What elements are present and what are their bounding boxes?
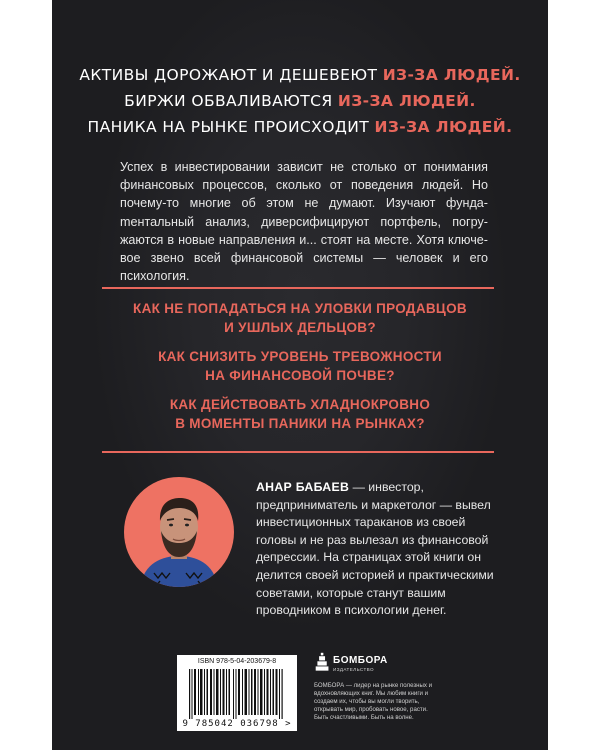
- author-bio: [256, 479, 506, 620]
- barcode-digits: 9 785042 036798 >: [182, 719, 292, 729]
- headline-accent: ИЗ-ЗА ЛЮДЕЙ.: [382, 66, 521, 84]
- headline-line: БИРЖИ ОБВАЛИВАЮТСЯ ИЗ-ЗА ЛЮДЕЙ.: [124, 92, 476, 110]
- barcode: [177, 655, 297, 731]
- headline-line: ПАНИКА НА РЫНКЕ ПРОИСХОДИТ ИЗ-ЗА ЛЮДЕЙ.: [87, 118, 513, 136]
- top-divider: [102, 287, 494, 289]
- publisher-blurb: БОМБОРА — лидер на рынке полезных и вдохновляющих книг. Мы любим книги и создаем их, чтобы вы могли творить, открывать мир, пробовать новое, расти. Быть счастливыми. Быть на волне.: [314, 682, 433, 721]
- book-back-cover: [52, 0, 548, 750]
- author-description: — инвестор, предприниматель и маркетолог — вывел инвестиционных тараканов из своей головы и не раз вылезал из финансовой депрессии. На страницах этой книги он делится своей историей и практическими советами, которые станут вашим проводником в психологии денег.: [256, 480, 494, 618]
- bottom-divider: [102, 451, 494, 453]
- bombora-logo-icon: [314, 652, 331, 674]
- author-name: АНАР БАБАЕВ: [256, 480, 350, 494]
- author-portrait-icon: [124, 477, 234, 587]
- author-photo: [124, 477, 234, 587]
- barcode-icon: [187, 669, 287, 719]
- isbn-label: ISBN 978-5-04-203679-8: [197, 658, 277, 665]
- publisher-name: БОМБОРА: [333, 655, 388, 666]
- headline: [52, 62, 548, 140]
- headline-accent: ИЗ-ЗА ЛЮДЕЙ.: [337, 92, 476, 110]
- headline-accent: ИЗ-ЗА ЛЮДЕЙ.: [374, 118, 513, 136]
- headline-line: АКТИВЫ ДОРОЖАЮТ И ДЕШЕВЕЮТ ИЗ-ЗА ЛЮДЕЙ.: [79, 66, 521, 84]
- question-2: КАК СНИЗИТЬ УРОВЕНЬ ТРЕВОЖНОСТИ НА ФИНАНСОВОЙ ПОЧВЕ?: [158, 349, 442, 383]
- publisher-subtitle: ИЗДАТЕЛЬСТВО: [333, 667, 374, 672]
- question-1: КАК НЕ ПОПАДАТЬСЯ НА УЛОВКИ ПРОДАВЦОВ И УШЛЫХ ДЕЛЬЦОВ?: [133, 301, 467, 335]
- question-3: КАК ДЕЙСТВОВАТЬ ХЛАДНОКРОВНО В МОМЕНТЫ ПАНИКИ НА РЫНКАХ?: [169, 397, 431, 431]
- intro-paragraph: Успех в инвестировании зависит не столько от понимания финансовых процессов, сколько от поведения людей. Но почему-то многие об этом не думают. Изучают фундаmентальный анализ, диверсифицируют портфель, погружаются в новые направления и... стоят на месте. Хотя ключевое звено всей финансовой системы — человек и его психология.: [120, 160, 488, 284]
